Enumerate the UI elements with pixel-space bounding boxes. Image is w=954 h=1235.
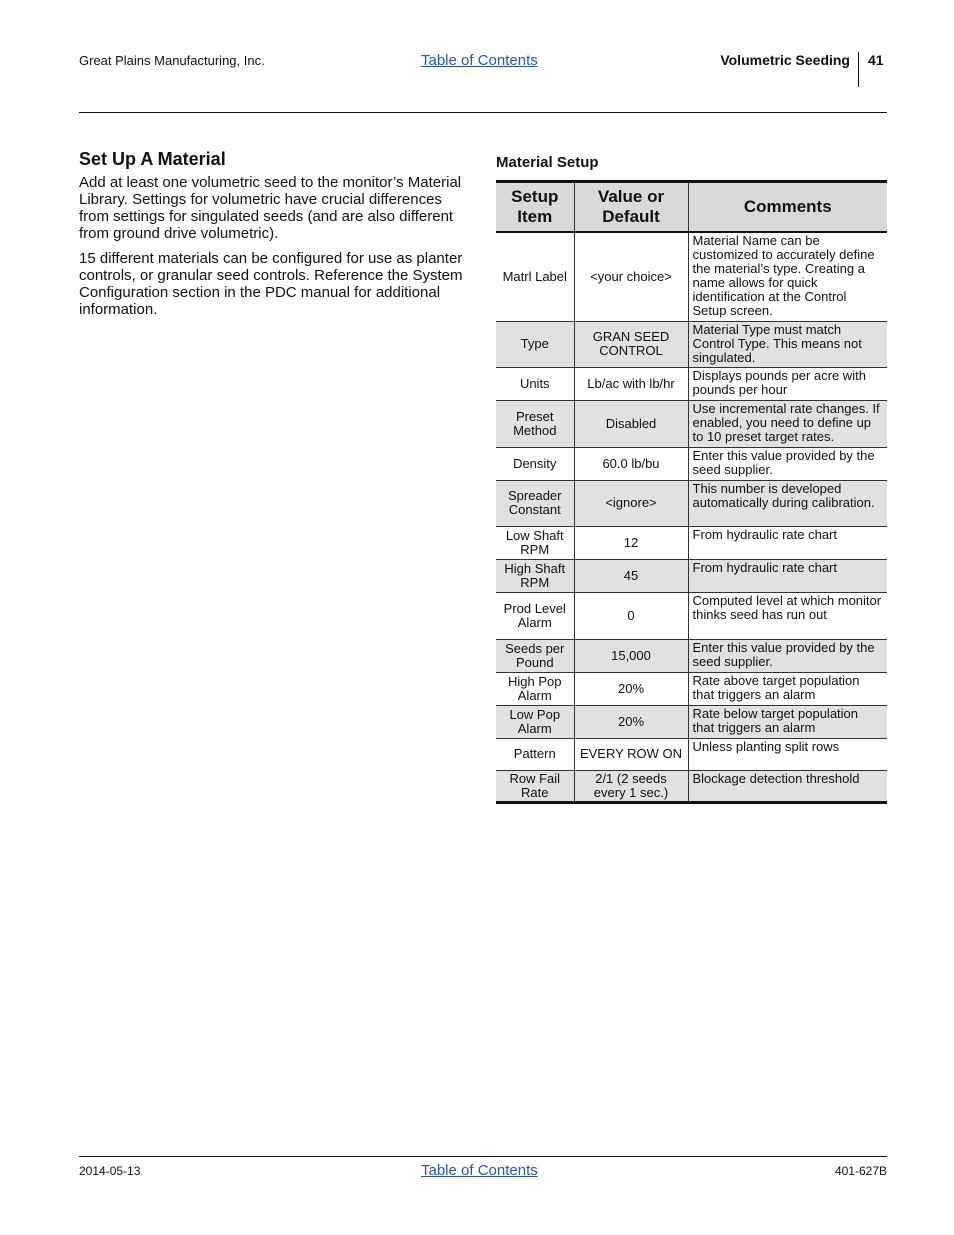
setup-comment: Use incremental rate changes. If enabled, you need to define up to 10 preset target rates. [688,400,887,447]
table-row [496,559,887,592]
setup-item: Preset Method [496,400,574,447]
company-name: Great Plains Manufacturing, Inc. [79,53,265,68]
setup-item: Low Pop Alarm [496,705,574,738]
setup-item: Spreader Constant [496,480,574,526]
header-divider [858,52,859,87]
setup-value: 20% [574,705,688,738]
header-rule [79,112,887,113]
section-heading: Set Up A Material [79,149,226,169]
setup-item: Pattern [496,738,574,770]
setup-comment: Enter this value provided by the seed supplier. [688,639,887,672]
setup-value: <your choice> [574,232,688,321]
setup-value: Lb/ac with lb/hr [574,367,688,400]
setup-value: 20% [574,672,688,705]
table-row [496,672,887,705]
setup-item: Prod Level Alarm [496,592,574,639]
setup-comment: Material Name can be customized to accurately define the material’s type. Creating a name allows for quick identification at the Control Setup screen. [688,232,887,321]
table-row [496,705,887,738]
document-number: 401-627B [834,1164,887,1178]
setup-item: Density [496,447,574,480]
table-row [496,738,887,770]
setup-value: GRAN SEED CONTROL [574,321,688,367]
setup-comment: Enter this value provided by the seed supplier. [688,447,887,480]
setup-comment: This number is developed automatically during calibration. [688,480,887,526]
table-row [496,400,887,447]
toc-link-top[interactable]: Table of Contents [421,52,538,69]
setup-item: Row Fail Rate [496,770,574,802]
table-row [496,447,887,480]
table-row [496,367,887,400]
setup-item: Units [496,367,574,400]
header-value-default: Value or Default [574,182,688,233]
table-row [496,232,887,321]
setup-value: Disabled [574,400,688,447]
setup-item: Type [496,321,574,367]
setup-value: 15,000 [574,639,688,672]
setup-comment: Rate above target population that triggers an alarm [688,672,887,705]
setup-comment: Material Type must match Control Type. This means not singulated. [688,321,887,367]
table-row [496,480,887,526]
header-setup-item: Setup Item [496,182,574,233]
setup-value: 2/1 (2 seeds every 1 sec.) [574,770,688,802]
setup-value: 60.0 lb/bu [574,447,688,480]
table-header-row [496,182,887,233]
table-title: Material Setup [496,154,599,171]
setup-item: High Shaft RPM [496,559,574,592]
setup-value: EVERY ROW ON [574,738,688,770]
setup-value: 12 [574,526,688,559]
material-setup-table [496,180,887,804]
table-row [496,639,887,672]
setup-comment: From hydraulic rate chart [688,559,887,592]
table-row [496,770,887,802]
setup-item: Seeds per Pound [496,639,574,672]
footer-rule [79,1156,887,1157]
setup-item: Low Shaft RPM [496,526,574,559]
setup-comment: From hydraulic rate chart [688,526,887,559]
setup-value: 45 [574,559,688,592]
intro-section [79,149,474,326]
setup-comment: Unless planting split rows [688,738,887,770]
table-row [496,321,887,367]
table-row [496,592,887,639]
page-number: 41 [868,52,884,68]
setup-item: High Pop Alarm [496,672,574,705]
intro-paragraph-1: Add at least one volumetric seed to the monitor’s Material Library. Settings for volumetric have crucial differences from settings for singulated seeds (and are also different from ground drive volumetric). [79,174,462,242]
setup-comment: Displays pounds per acre with pounds per hour [688,367,887,400]
setup-value: <ignore> [574,480,688,526]
section-title: Volumetric Seeding [720,52,850,68]
table-row [496,526,887,559]
setup-value: 0 [574,592,688,639]
setup-comment: Blockage detection threshold [688,770,887,802]
setup-comment: Computed level at which monitor thinks seed has run out [688,592,887,639]
setup-item: Matrl Label [496,232,574,321]
publication-date: 2014-05-13 [79,1164,141,1178]
intro-paragraph-2: 15 different materials can be configured for use as planter controls, or granular seed controls. Reference the System Configuration section in the PDC manual for additional information. [79,250,463,318]
header-comments: Comments [688,182,887,233]
toc-link-bottom[interactable]: Table of Contents [421,1162,538,1179]
setup-comment: Rate below target population that triggers an alarm [688,705,887,738]
